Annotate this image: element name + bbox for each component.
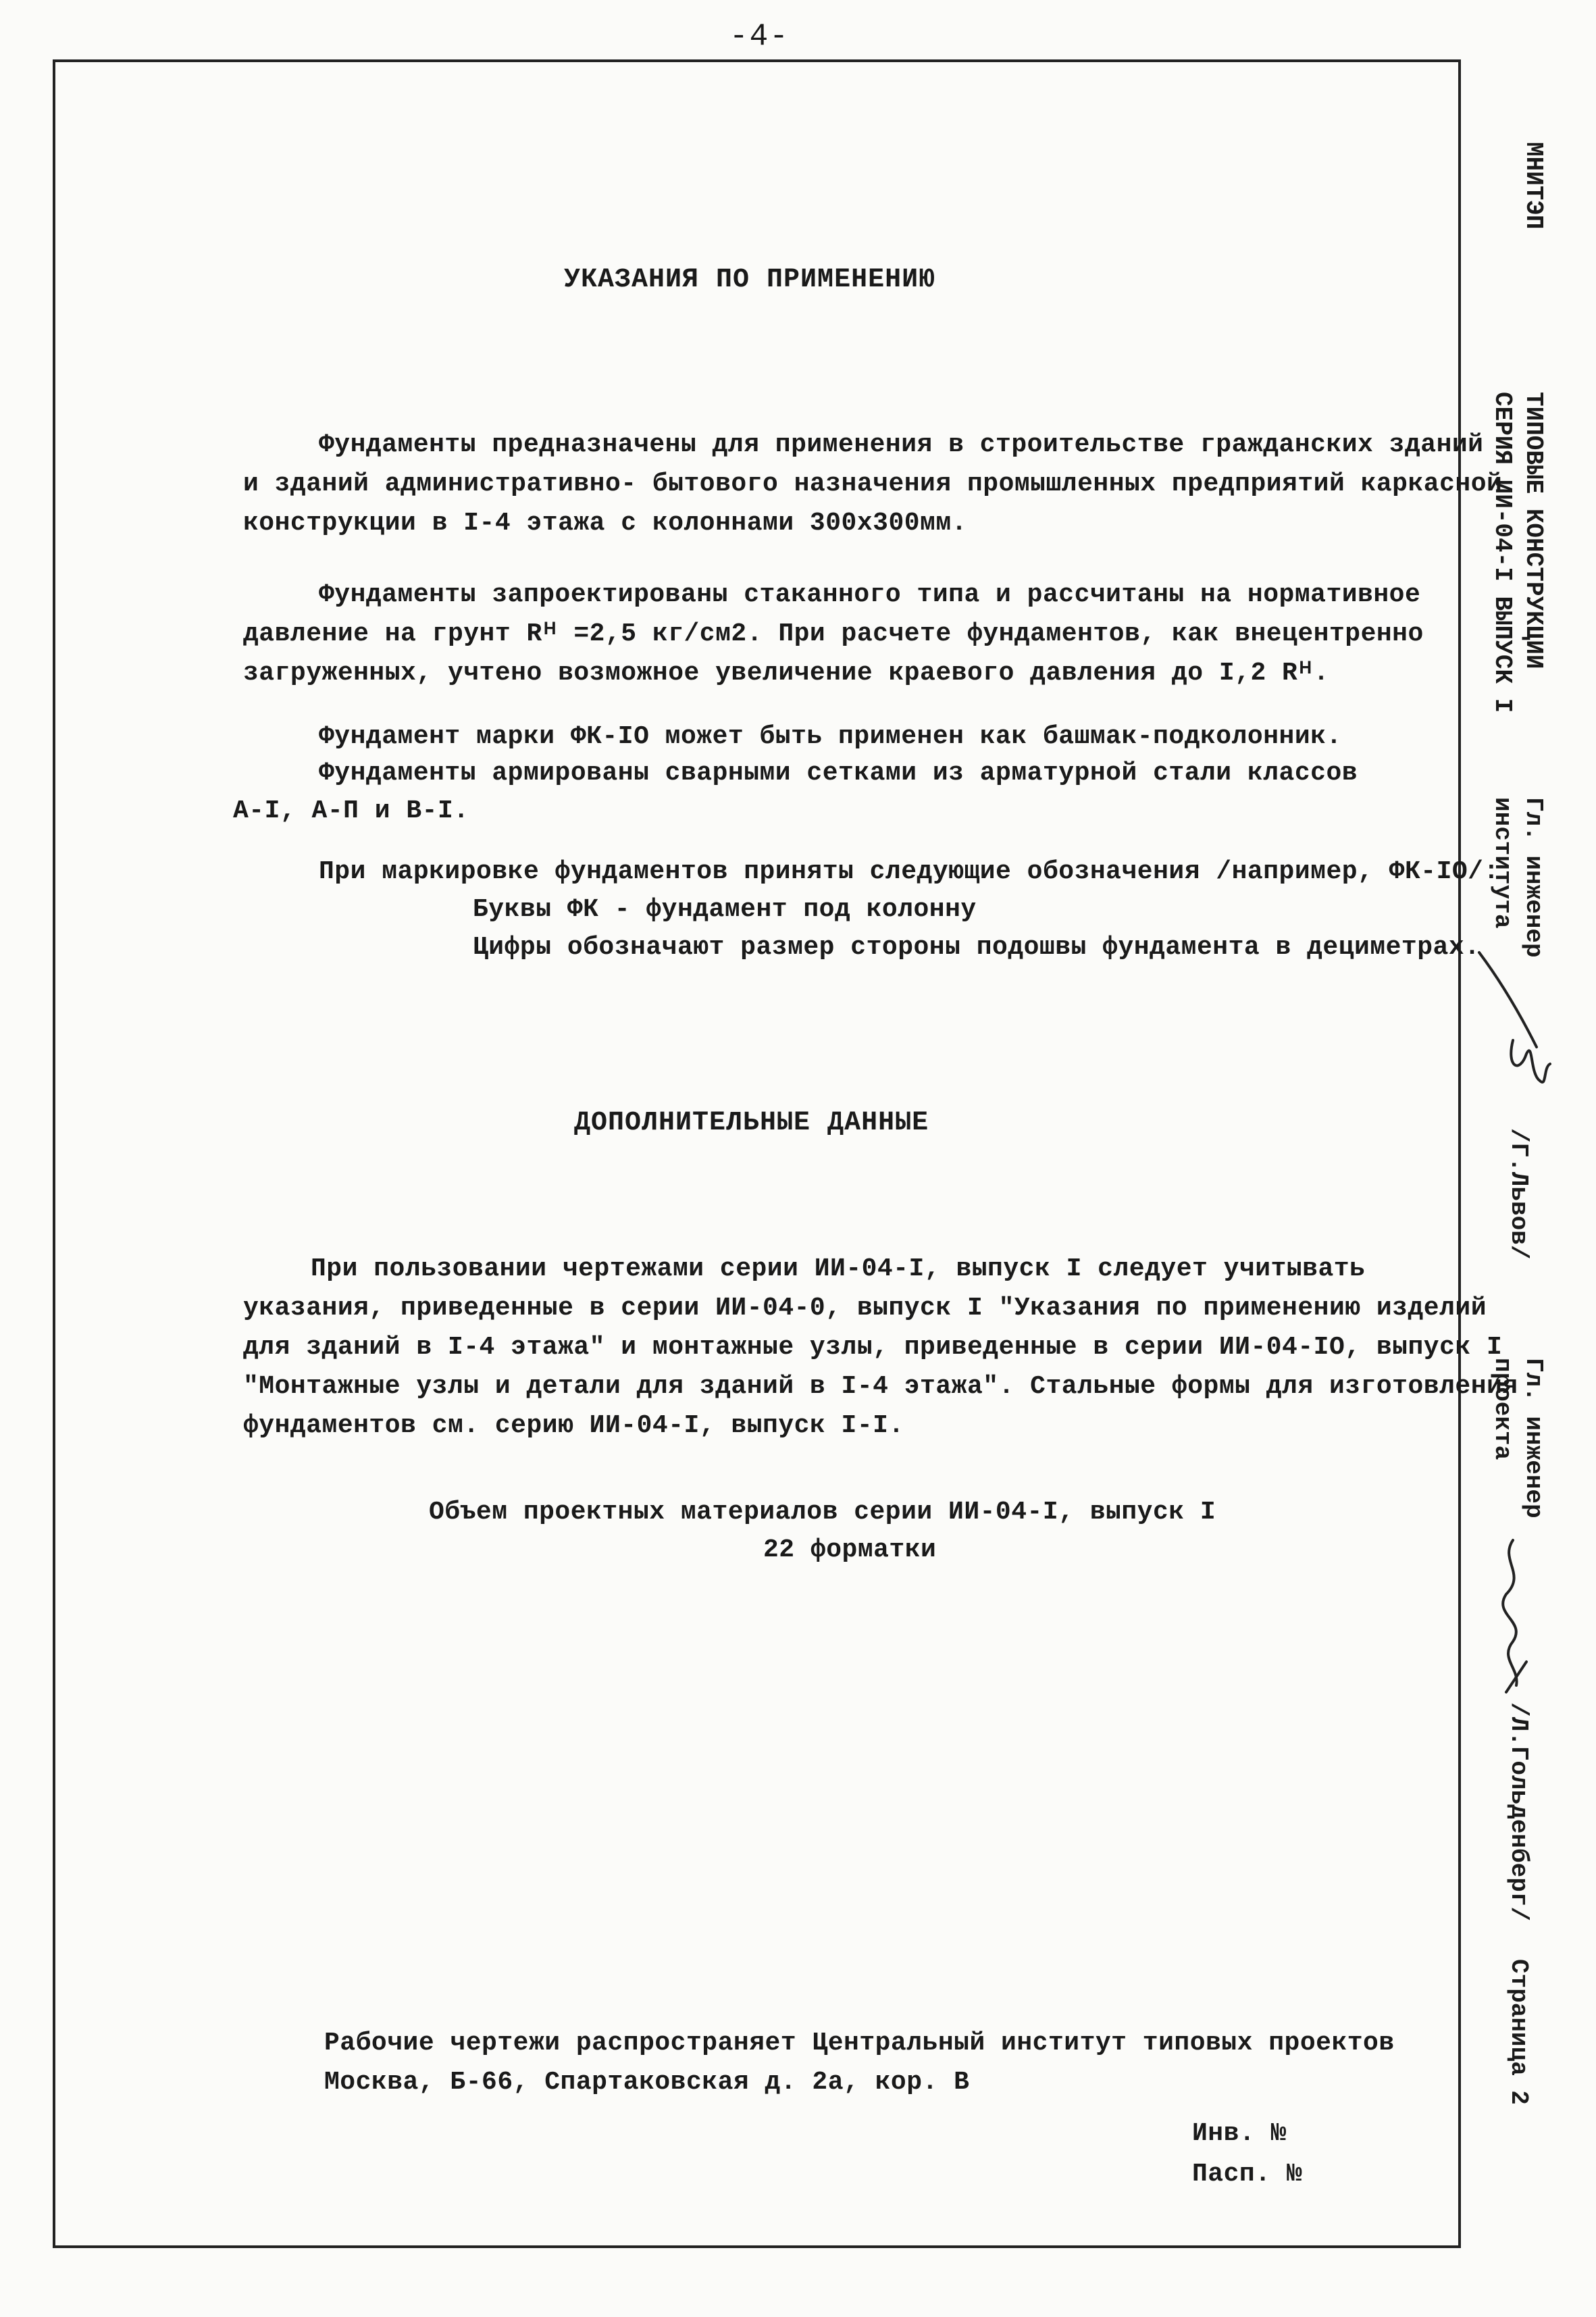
s1-p4-line3: Цифры обозначают размер стороны подошвы фундамента в дециметрах. xyxy=(473,933,1481,962)
page-number: -4- xyxy=(729,19,790,54)
s1-p3-line2: Фундаменты армированы сварными сетками из арматурной стали классов xyxy=(319,759,1358,788)
volume-line1: Объем проектных материалов серии ИИ-04-I, выпуск I xyxy=(429,1498,1216,1527)
inventory-number-label: Инв. № xyxy=(1192,2119,1287,2148)
passport-number-label: Пасп. № xyxy=(1192,2160,1303,2189)
side-chief-name: /Г.Львов/ xyxy=(1505,1128,1533,1260)
side-project-name: /Л.Гольденберг/ xyxy=(1505,1702,1533,1922)
s2-p1-line1: При пользовании чертежами серии ИИ-04-I, выпуск I следует учитывать xyxy=(311,1254,1366,1283)
s1-p3-line3: А-I, А-П и В-I. xyxy=(233,796,469,825)
side-project-title-line2: проекта xyxy=(1489,1358,1516,1460)
s1-p4-line2: Буквы ФК - фундамент под колонну xyxy=(473,895,977,924)
page-frame xyxy=(53,59,1461,2248)
side-project-title-line1: Гл. инженер xyxy=(1520,1358,1547,1519)
s1-p2-line2: давление на грунт Rᴴ =2,5 кг/см2. При расчете фундаментов, как внецентренно xyxy=(243,619,1424,648)
side-org: МНИТЭП xyxy=(1520,142,1547,230)
signature-project-engineer xyxy=(1479,1533,1547,1696)
s1-p1-line2: и зданий административно- бытового назначения промышленных предприятий каркасной xyxy=(243,469,1503,499)
section-heading-additional: ДОПОЛНИТЕЛЬНЫЕ ДАННЫЕ xyxy=(574,1108,929,1138)
side-series-line1: ТИПОВЫЕ КОНСТРУКЦИИ xyxy=(1520,392,1547,669)
s1-p2-line1: Фундаменты запроектированы стаканного типа и рассчитаны на нормативное xyxy=(319,580,1421,609)
side-page-label: Страница 2 xyxy=(1505,1959,1533,2106)
s1-p4-line1: При маркировке фундаментов приняты следующие обозначения /например, ФК-IO/: xyxy=(319,857,1499,886)
s2-p1-line5: фундаментов см. серию ИИ-04-I, выпуск I-I. xyxy=(243,1411,904,1440)
side-chief-title-line1: Гл. инженер xyxy=(1520,797,1547,958)
distributor-line1: Рабочие чертежи распространяет Центральный институт типовых проектов xyxy=(324,2029,1395,2058)
s2-p1-line2: указания, приведенные в серии ИИ-04-0, выпуск I "Указания по применению изделий xyxy=(243,1294,1487,1323)
side-series-line2: СЕРИЯ ИИ-04-I ВЫПУСК I xyxy=(1489,392,1516,713)
s1-p1-line1: Фундаменты предназначены для применения в строительстве гражданских зданий xyxy=(319,430,1484,459)
s2-p1-line4: "Монтажные узлы и детали для зданий в I-4 этажа". Стальные формы для изготовления xyxy=(243,1372,1518,1401)
volume-line2: 22 форматки xyxy=(763,1535,937,1564)
s2-p1-line3: для зданий в I-4 этажа" и монтажные узлы, приведенные в серии ИИ-04-IO, выпуск I xyxy=(243,1333,1503,1362)
side-chief-title-line2: института xyxy=(1489,797,1516,929)
signature-chief-engineer xyxy=(1472,939,1553,1108)
distributor-line2: Москва, Б-66, Спартаковская д. 2а, кор. В xyxy=(324,2068,970,2097)
s1-p3-line1: Фундамент марки ФК-IO может быть применен как башмак-подколонник. xyxy=(319,722,1342,751)
s1-p2-line3: загруженных, учтено возможное увеличение краевого давления до I,2 Rᴴ. xyxy=(243,659,1329,688)
s1-p1-line3: конструкции в I-4 этажа с колоннами 300x300мм. xyxy=(243,509,967,538)
section-heading-usage: УКАЗАНИЯ ПО ПРИМЕНЕНИЮ xyxy=(564,265,936,295)
